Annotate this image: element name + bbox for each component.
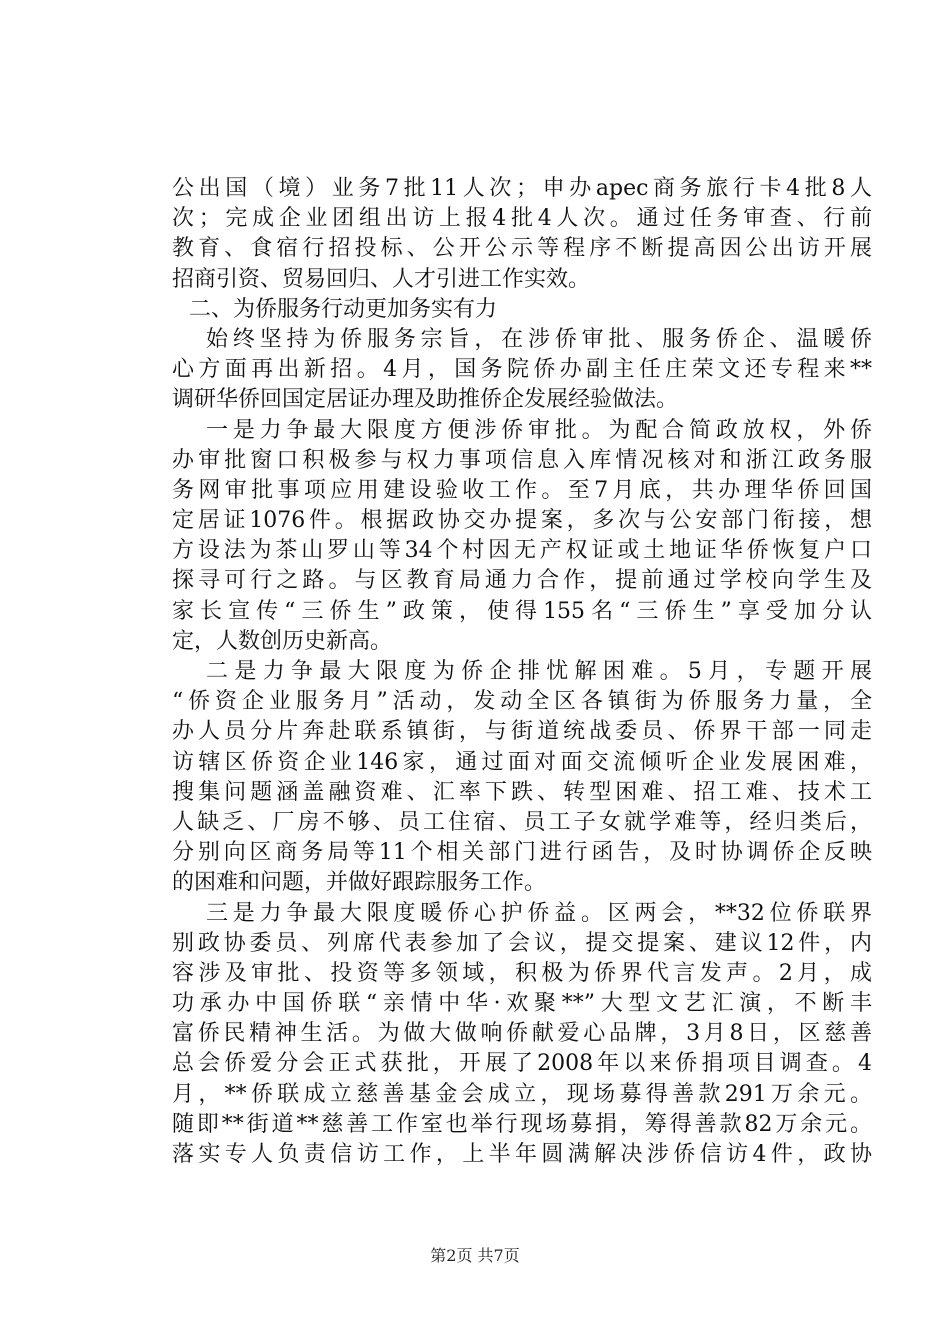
paragraph-line: 人缺乏、厂房不够、员工住宿、员工子女就学难等，经归类后， <box>172 809 872 835</box>
paragraph-line: “侨资企业服务月”活动，发动全区各镇街为侨服务力量，全 <box>172 689 872 715</box>
paragraph-line: 心方面再出新招。4月，国务院侨办副主任庄荣文还专程来** <box>172 357 872 383</box>
paragraph-line: 定居证1076件。根据政协交办提案，多次与公安部门衔接，想 <box>172 508 872 534</box>
section-heading: 二、为侨服务行动更加务实有力 <box>189 296 498 322</box>
paragraph-line: 公出国（境）业务7批11人次；申办apec商务旅行卡4批8人 <box>172 176 872 201</box>
paragraph-line: 随即**街道**慈善工作室也举行现场募捐，筹得善款82万余元。 <box>172 1111 872 1137</box>
paragraph-line: 总会侨爱分会正式获批，开展了2008年以来侨捐项目调查。4 <box>172 1051 872 1077</box>
paragraph-line: 次；完成企业团组出访上报4批4人次。通过任务审查、行前 <box>172 206 872 232</box>
paragraph-line: 功承办中国侨联“亲情中华·欢聚**”大型文艺汇演，不断丰 <box>172 991 872 1017</box>
paragraph-line: 的困难和问题，并做好跟踪服务工作。 <box>172 870 547 896</box>
paragraph-line: 始终坚持为侨服务宗旨，在涉侨审批、服务侨企、温暖侨 <box>206 326 872 352</box>
paragraph-line: 办人员分片奔赴联系镇街，与街道统战委员、侨界干部一同走 <box>172 719 872 745</box>
paragraph-line: 别政协委员、列席代表参加了会议，提交提案、建议12件，内 <box>172 930 872 956</box>
page-number-footer: 第2页 共7页 <box>430 1246 520 1265</box>
paragraph-line: 招商引资、贸易回归、人才引进工作实效。 <box>172 266 591 292</box>
paragraph-line: 二是力争最大限度为侨企排忧解困难。5月，专题开展 <box>206 659 872 684</box>
paragraph-line: 月，**侨联成立慈善基金会成立，现场募得善款291万余元。 <box>172 1081 872 1107</box>
paragraph-line: 定，人数创历史新高。 <box>172 628 393 654</box>
paragraph-line: 家长宣传“三侨生”政策，使得155名“三侨生”享受加分认 <box>172 598 872 624</box>
paragraph-line: 务网审批事项应用建设验收工作。至7月底，共办理华侨回国 <box>172 477 872 503</box>
paragraph-line: 分别向区商务局等11个相关部门进行函告，及时协调侨企反映 <box>172 840 872 866</box>
document-body <box>172 174 872 1170</box>
paragraph-line: 方设法为茶山罗山等34个村因无产权证或土地证华侨恢复户口 <box>172 538 872 564</box>
paragraph-line: 容涉及审批、投资等多领域，积极为侨界代言发声。2月，成 <box>172 960 872 986</box>
paragraph-line: 富侨民精神生活。为做大做响侨献爱心品牌，3月8日，区慈善 <box>172 1021 872 1047</box>
paragraph-line: 办审批窗口积极参与权力事项信息入库情况核对和浙江政务服 <box>172 447 872 473</box>
paragraph-line: 搜集问题涵盖融资难、汇率下跌、转型困难、招工难、技术工 <box>172 779 872 805</box>
paragraph-line: 教育、食宿行招投标、公开公示等程序不断提高因公出访开展 <box>172 236 872 262</box>
paragraph-line: 一是力争最大限度方便涉侨审批。为配合简政放权，外侨 <box>206 417 872 443</box>
paragraph-line: 探寻可行之路。与区教育局通力合作，提前通过学校向学生及 <box>172 568 872 594</box>
paragraph-line: 三是力争最大限度暖侨心护侨益。区两会，**32位侨联界 <box>206 900 872 926</box>
paragraph-line: 访辖区侨资企业146家，通过面对面交流倾听企业发展困难， <box>172 749 872 775</box>
paragraph-line: 调研华侨回国定居证办理及助推侨企发展经验做法。 <box>172 387 679 413</box>
paragraph-line: 落实专人负责信访工作，上半年圆满解决涉侨信访4件，政协 <box>172 1142 872 1167</box>
